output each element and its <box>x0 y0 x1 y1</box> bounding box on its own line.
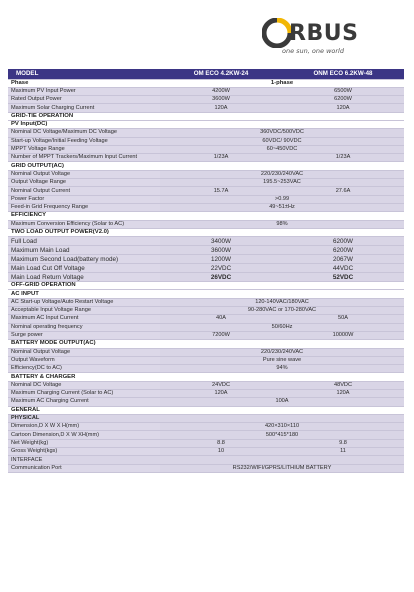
table-row <box>8 187 404 195</box>
table-row <box>8 315 404 323</box>
table-row <box>8 439 404 447</box>
spec-value: 220/230/240VAC <box>160 170 404 178</box>
table-row <box>8 129 404 137</box>
table-row <box>8 381 404 389</box>
spec-label: Cartoon Dimension,D X W XH(mm) <box>8 431 160 439</box>
spec-label: Maximum Solar Charging Current <box>8 104 160 112</box>
spec-label: Gross Weight(kgs) <box>8 448 160 456</box>
table-row <box>8 154 404 162</box>
section-heading <box>8 290 404 298</box>
section-title: TWO LOAD OUTPUT POWER(V2.0) <box>8 228 404 236</box>
spec-label: Dimension,D X W X H(mm) <box>8 423 160 431</box>
table-row <box>8 203 404 211</box>
spec-value-2: 1/23A <box>282 154 404 162</box>
spec-label: Output Voltage Range <box>8 179 160 187</box>
section-heading <box>8 282 404 290</box>
spec-label: Phase <box>8 79 160 87</box>
table-row <box>8 79 404 87</box>
section-title: BATTERY MODE OUTPUT(AC) <box>8 340 404 348</box>
spec-value: 49~51±Hz <box>160 203 404 211</box>
spec-value: 90-280VAC or 170-280VAC <box>160 307 404 315</box>
spec-value: 120-140VAC/180VAC <box>160 298 404 306</box>
spec-label: Maximum Second Load(battery mode) <box>8 255 160 264</box>
section-title: GRID OUTPUT(AC) <box>8 162 404 170</box>
spec-value-2: 120A <box>282 104 404 112</box>
spec-label: Nominal DC Voltage/Maximum DC Voltage <box>8 129 160 137</box>
spec-label: Rated Output Power <box>8 96 160 104</box>
section-heading <box>8 414 404 422</box>
table-row <box>8 137 404 145</box>
spec-label: Maximum Charging Current (Solar to AC) <box>8 390 160 398</box>
spec-value-2: 2067W <box>282 255 404 264</box>
table-row <box>8 331 404 339</box>
spec-label: Surge power <box>8 331 160 339</box>
spec-value: 94% <box>160 365 404 373</box>
section-title: GRID-TIE OPERATION <box>8 112 404 120</box>
spec-label: Maximum Conversion Efficiency (Solar to AC) <box>8 220 160 228</box>
table-row <box>8 87 404 95</box>
spec-value-1: 10 <box>160 448 282 456</box>
spec-label: Main Load Return Voltage <box>8 273 160 282</box>
spec-label: AC Start-up Voltage/Auto Restart Voltage <box>8 298 160 306</box>
spec-label: Maximum AC Input Current <box>8 315 160 323</box>
spec-label: Maximum AC Charging Current <box>8 398 160 406</box>
section-title: OFF-GRID OPERATION <box>8 282 404 290</box>
spec-value: 500*415*180 <box>160 431 404 439</box>
header-model-2: ONM ECO 6.2KW-48 <box>282 69 404 79</box>
spec-value-2: 6200W <box>282 96 404 104</box>
spec-label: Feed-in Grid Frequency Range <box>8 203 160 211</box>
spec-label: Nominal Output Current <box>8 187 160 195</box>
spec-value-1: 1/23A <box>160 154 282 162</box>
spec-label: Main Load Cut Off Voltage <box>8 264 160 273</box>
section-title: PHYSICAL <box>8 414 404 422</box>
table-row <box>8 170 404 178</box>
spec-label: Number of MPPT Trackers/Maximum Input Current <box>8 154 160 162</box>
spec-value-1: 8.8 <box>160 439 282 447</box>
spec-value-2: 120A <box>282 390 404 398</box>
table-row <box>8 423 404 431</box>
spec-value-1: 24VDC <box>160 381 282 389</box>
spec-value: 98% <box>160 220 404 228</box>
spec-value-2: 11 <box>282 448 404 456</box>
section-heading <box>8 212 404 220</box>
table-header <box>8 69 404 79</box>
spec-label: Nominal DC Voltage <box>8 381 160 389</box>
section-heading <box>8 228 404 236</box>
spec-table <box>8 69 404 473</box>
table-row <box>8 104 404 112</box>
table-row <box>8 195 404 203</box>
table-row <box>8 323 404 331</box>
section-title: BATTERY & CHARGER <box>8 373 404 381</box>
spec-value-2: 6200W <box>282 246 404 255</box>
spec-value-1: 15.7A <box>160 187 282 195</box>
section-heading <box>8 373 404 381</box>
spec-value: 360VDC/500VDC <box>160 129 404 137</box>
table-row <box>8 264 404 273</box>
spec-value-1: 7200W <box>160 331 282 339</box>
spec-value-1: 22VDC <box>160 264 282 273</box>
brand-name: RBUS <box>289 21 359 46</box>
table-row <box>8 448 404 456</box>
section-heading <box>8 120 404 128</box>
spec-value-1: 4200W <box>160 87 282 95</box>
spec-value: Pure sine wave <box>160 356 404 364</box>
table-row <box>8 255 404 264</box>
section-heading <box>8 406 404 414</box>
table-row <box>8 390 404 398</box>
spec-value: 60VDC/ 90VDC <box>160 137 404 145</box>
spec-label: Maximum PV Input Power <box>8 87 160 95</box>
spec-value-1: 3600W <box>160 246 282 255</box>
spec-value: 1-phase <box>160 79 404 87</box>
spec-value-2: 44VDC <box>282 264 404 273</box>
section-heading <box>8 162 404 170</box>
spec-value: 100A <box>160 398 404 406</box>
table-row <box>8 179 404 187</box>
spec-value: 195.5~253VAC <box>160 179 404 187</box>
table-row <box>8 273 404 282</box>
spec-value-1: 120A <box>160 104 282 112</box>
table-row <box>8 348 404 356</box>
spec-value-2: 50A <box>282 315 404 323</box>
spec-value: 220/230/240VAC <box>160 348 404 356</box>
spec-label: Output Waveform <box>8 356 160 364</box>
spec-value: 60~450VDC <box>160 145 404 153</box>
spec-value: >0.99 <box>160 195 404 203</box>
section-heading <box>8 112 404 120</box>
orbus-logo <box>262 16 402 62</box>
spec-value-2: 52VDC <box>282 273 404 282</box>
spec-value-2: 6500W <box>282 87 404 95</box>
spec-label: Power Factor <box>8 195 160 203</box>
spec-value-1: 3400W <box>160 237 282 246</box>
section-title: EFFICIENCY <box>8 212 404 220</box>
spec-value: 50/60Hz <box>160 323 404 331</box>
table-row <box>8 96 404 104</box>
spec-label: Full Load <box>8 237 160 246</box>
spec-value: RS232/WIFI/GPRS/LITHIUM BATTERY <box>160 464 404 472</box>
table-row <box>8 356 404 364</box>
spec-value-2: 27.6A <box>282 187 404 195</box>
spec-value-1: 26VDC <box>160 273 282 282</box>
header-model: MODEL <box>8 69 160 79</box>
table-row <box>8 431 404 439</box>
table-row <box>8 365 404 373</box>
table-row <box>8 298 404 306</box>
section-title: INTERFACE <box>8 456 404 464</box>
section-title: PV Input(DC) <box>8 120 404 128</box>
spec-value-1: 120A <box>160 390 282 398</box>
spec-value-1: 1200W <box>160 255 282 264</box>
spec-label: Maximum Main Load <box>8 246 160 255</box>
spec-label: Start-up Voltage/Initial Feeding Voltage <box>8 137 160 145</box>
section-heading <box>8 340 404 348</box>
table-row <box>8 220 404 228</box>
table-row <box>8 237 404 246</box>
spec-value: 420×310×110 <box>160 423 404 431</box>
table-row <box>8 398 404 406</box>
spec-label: Efficiency(DC to AC) <box>8 365 160 373</box>
table-row <box>8 145 404 153</box>
table-row <box>8 464 404 472</box>
spec-label: Communication Port <box>8 464 160 472</box>
header-model-1: OM ECO 4.2KW-24 <box>160 69 282 79</box>
section-title: AC INPUT <box>8 290 404 298</box>
table-row <box>8 307 404 315</box>
spec-value-2: 48VDC <box>282 381 404 389</box>
section-title: GENERAL <box>8 406 404 414</box>
spec-value-2: 10000W <box>282 331 404 339</box>
brand-tagline: one sun, one world <box>282 47 344 55</box>
spec-label: Nominal Output Voltage <box>8 170 160 178</box>
spec-value-1: 3600W <box>160 96 282 104</box>
spec-label: Nominal operating frequency <box>8 323 160 331</box>
spec-value-2: 9.8 <box>282 439 404 447</box>
spec-label: MPPT Voltage Range <box>8 145 160 153</box>
section-heading <box>8 456 404 464</box>
spec-label: Net Weight(kg) <box>8 439 160 447</box>
orbus-logo-mark-icon <box>262 18 292 48</box>
table-row <box>8 246 404 255</box>
spec-value-1: 40A <box>160 315 282 323</box>
spec-value-2: 6200W <box>282 237 404 246</box>
spec-label: Acceptable Input Voltage Range <box>8 307 160 315</box>
spec-label: Nominal Output Voltage <box>8 348 160 356</box>
